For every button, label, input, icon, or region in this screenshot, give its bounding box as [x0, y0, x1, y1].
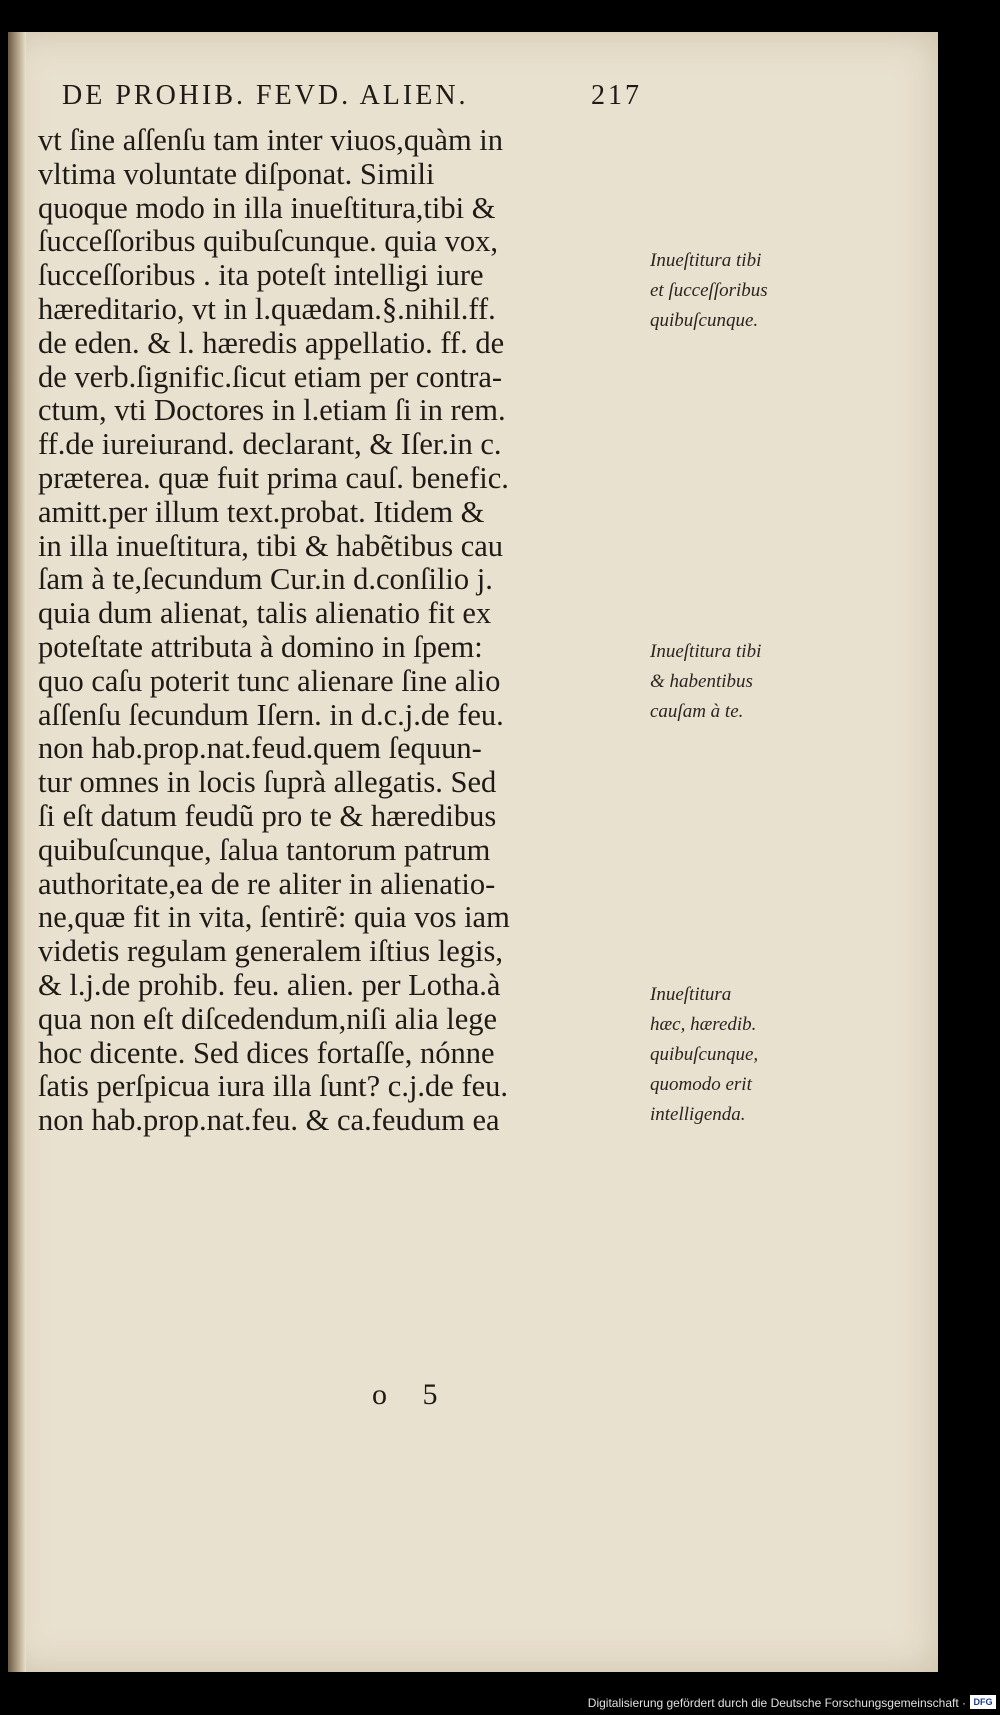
text-line: de eden. & l. hæredis appellatio. ff. de [38, 326, 505, 360]
text-line: poteſtate attributa à domino in ſpem: [38, 630, 483, 664]
text-line: ſatis perſpicua iura illa ſunt? c.j.de feu. [38, 1070, 509, 1104]
marginal-note-3 [650, 980, 850, 1130]
marginal-note-line: intelligenda. [650, 1104, 746, 1125]
marginal-note-line: quomodo erit [650, 1074, 752, 1095]
marginal-note-line: cauſam à te. [650, 701, 744, 722]
text-line: ctum, vti Doctores in l.etiam ſi in rem. [38, 394, 506, 428]
text-line: quoque modo in illa inueſtitura,tibi & [38, 191, 496, 225]
text-line: & l.j.de prohib. feu. alien. per Lotha.à [38, 968, 501, 1002]
text-line: videtis regulam generalem iſtius legis, [38, 935, 504, 969]
text-line: quo caſu poterit tunc alienare ſine alio [38, 664, 501, 698]
marginal-note-line: hæc, hæredib. [650, 1014, 757, 1035]
text-line: ſam à te,ſecundum Cur.in d.conſilio j. [38, 563, 493, 597]
text-line: ſi eſt datum feudũ pro te & hæredibus [38, 799, 497, 833]
marginal-note-line: Inueſtitura tibi [650, 250, 762, 271]
marginal-note-line: et ſucceſſoribus [650, 280, 768, 301]
running-head-title: DE PROHIB. FEVD. ALIEN. [62, 80, 469, 111]
marginal-note-line: & habentibus [650, 671, 753, 692]
marginal-note-line: quibuſcunque. [650, 310, 759, 331]
text-line: vt ſine aſſenſu tam inter viuos,quàm in [38, 124, 504, 157]
text-line: quibuſcunque, ſalua tantorum patrum [38, 833, 491, 867]
text-line: hæreditario, vt in l.quædam.§.nihil.ff. [38, 292, 496, 326]
text-line: in illa inueſtitura, tibi & habẽtibus cau [38, 529, 504, 563]
text-line: de verb.ſignific.ſicut etiam per contra- [38, 360, 503, 394]
marginal-note-1 [650, 246, 850, 336]
text-line: quia dum alienat, talis alienatio fit ex [38, 597, 492, 631]
text-line: tur omnes in locis ſuprà allegatis. Sed [38, 766, 497, 800]
dfg-logo-icon: DFG [970, 1695, 996, 1709]
text-line: amitt.per illum text.probat. Itidem & [38, 495, 485, 529]
text-line: vltima voluntate diſponat. Simili [38, 157, 435, 191]
text-line: ſucceſſoribus . ita poteſt intelligi iure [38, 259, 484, 293]
text-line: hoc dicente. Sed dices fortaſſe, nónne [38, 1036, 495, 1070]
text-line: ſucceſſoribus quibuſcunque. quia vox, [38, 225, 498, 259]
marginal-note-line: quibuſcunque, [650, 1044, 759, 1065]
text-line: qua non eſt diſcedendum,niſi alia lege [38, 1002, 498, 1036]
signature-mark: o 5 [372, 1378, 452, 1411]
text-line: præterea. quæ fuit prima cauſ. benefic. [38, 461, 509, 495]
text-line: non hab.prop.nat.feud.quem ſequun- [38, 732, 482, 766]
body-text [38, 124, 628, 1138]
digitization-credit: Digitalisierung gefördert durch die Deutsche Forschungsgemeinschaft · [587, 1696, 966, 1710]
marginal-note-line: Inueſtitura [650, 984, 732, 1005]
page-spine-shadow [8, 32, 26, 1672]
marginal-note-line: Inueſtitura tibi [650, 641, 762, 662]
text-line: ff.de iureiurand. declarant, & Iſer.in c. [38, 428, 502, 462]
text-line: authoritate,ea de re aliter in alienatio- [38, 867, 496, 901]
text-line: ne,quæ fit in vita, ſentirẽ: quia vos iam [38, 901, 510, 935]
marginal-note-2 [650, 637, 850, 727]
text-line: non hab.prop.nat.feu. & ca.feudum ea [38, 1104, 500, 1138]
text-line: aſſenſu ſecundum Iſern. in d.c.j.de feu. [38, 698, 504, 732]
folio-number: 217 [591, 80, 642, 111]
